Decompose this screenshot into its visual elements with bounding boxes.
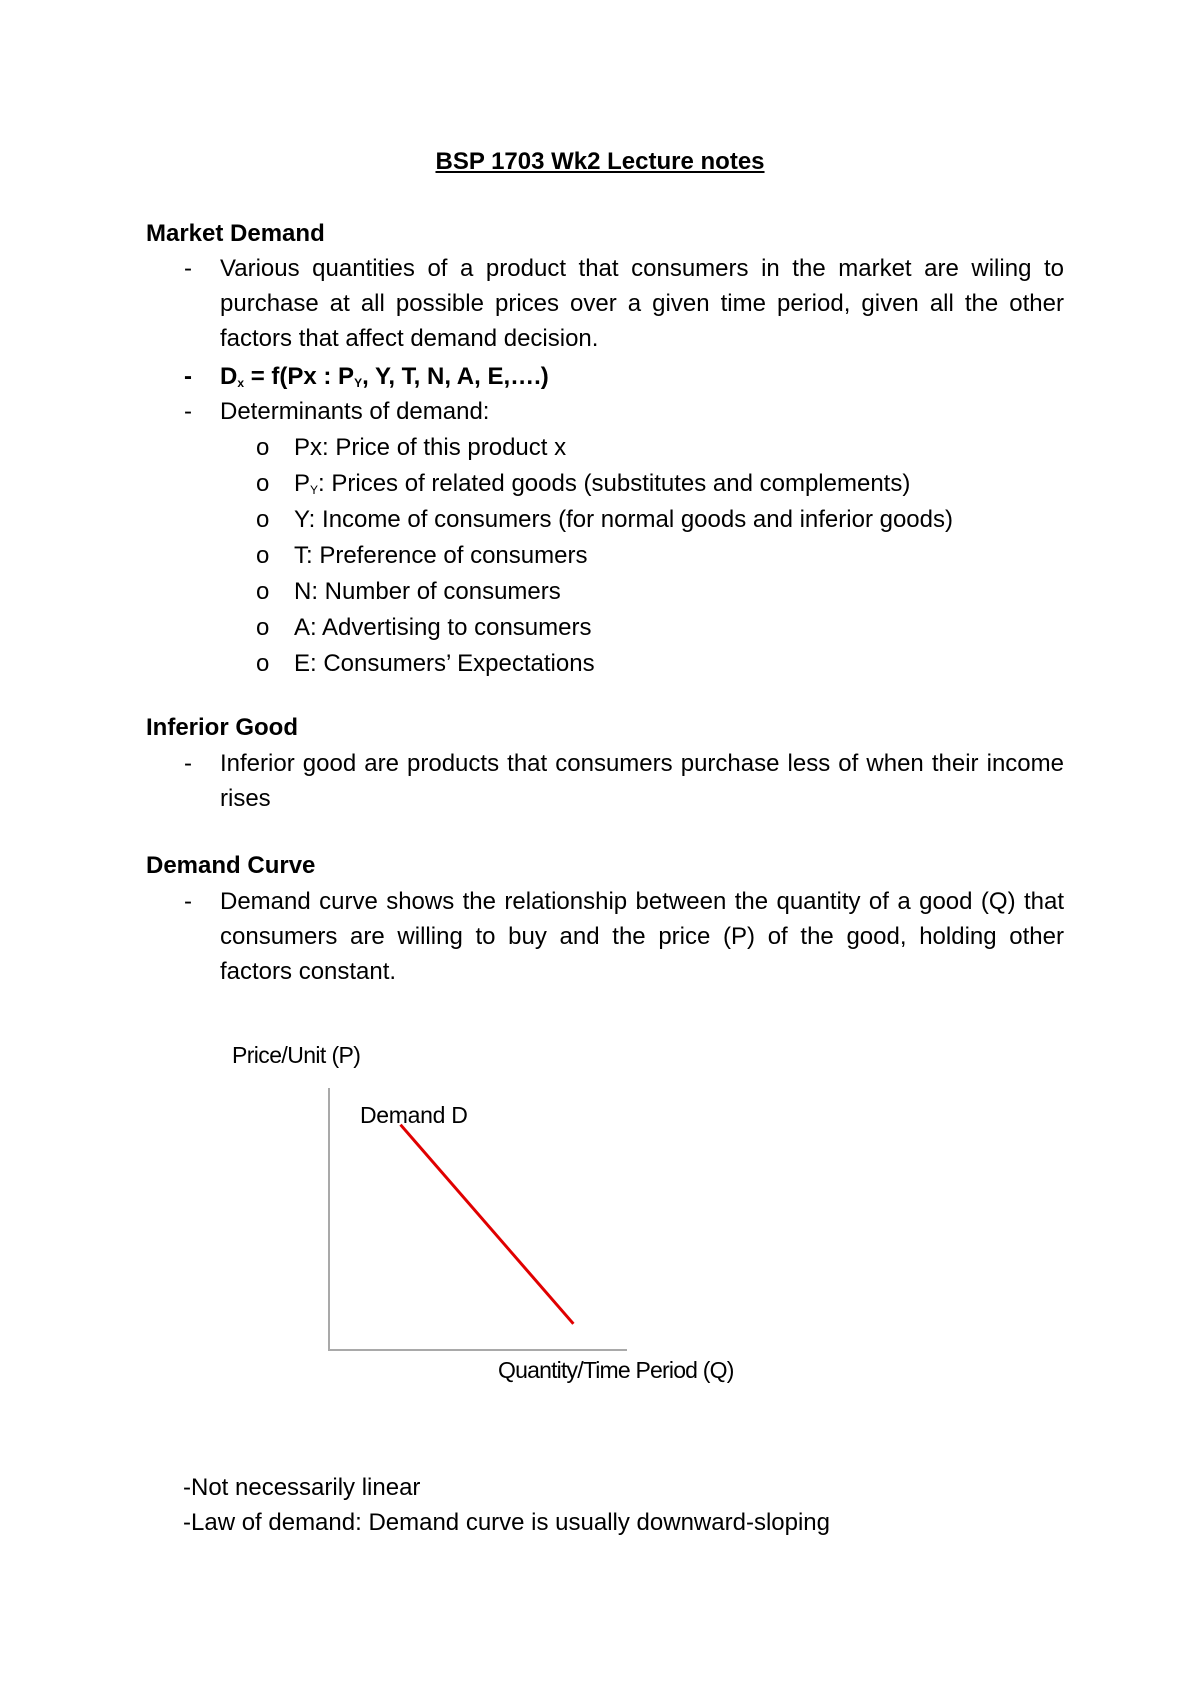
bullet-dash: - xyxy=(184,363,192,390)
bullet-text: Determinants of demand: xyxy=(220,398,490,425)
demand-curve-chart xyxy=(220,1035,760,1400)
heading-market-demand: Market Demand xyxy=(146,220,325,247)
note-not-linear: -Not necessarily linear xyxy=(183,1474,421,1501)
sub-bullet-marker: o xyxy=(256,506,270,533)
bullet-text: Demand curve shows the relationship between the quantity of a good (Q) that consumers are willing to buy and the price (P) of the good, holding other factors constant. xyxy=(220,888,1064,985)
heading-inferior-good: Inferior Good xyxy=(146,714,298,741)
document-page: BSP 1703 Wk2 Lecture notes Market Demand - Various quantities of a product that consumers in the market are wiling to purchase at all possible prices over a given time period, given all the other factors that affect demand decision. - $D_x = f(Px$ : $P_Y$, Y, T, N, A, E,….) - Determinants of demand: o Px: Price of this product x o $P_Y$: Prices of related goods (substitutes and complements) o Y: Income of consumers (for normal goods and inferior goods) o T: Preference of consumers o N: Number of consumers o A: Advertising to consumers o E: Consumers’ Expectations Inferior Good - Inferior good are products that consumers purchase less of when their income rises Demand Curve - Demand curve shows the relationship between the quantity of a good (Q) that consumers are willing to buy and the price (P) of the good, holding other factors constant. Price/Unit (P) Demand D Quantity/Time Period (Q) -Not necessarily linear -Law of demand: Demand curve is usually downward-sloping xyxy=(0,0,1200,1698)
bullet-dash: - xyxy=(184,398,192,425)
sub-bullet-marker: o xyxy=(256,470,270,497)
bullet-determinants xyxy=(146,394,1064,429)
bullet-inferior-good-definition xyxy=(146,746,1064,816)
bullet-text: Inferior good are products that consumers purchase less of when their income rises xyxy=(220,750,1064,812)
y-axis-label: Price/Unit (P) xyxy=(232,1042,361,1068)
sub-bullet-marker: o xyxy=(256,614,270,641)
x-axis-label: Quantity/Time Period (Q) xyxy=(498,1357,734,1383)
sub-bullet-marker: o xyxy=(256,542,270,569)
note-law-of-demand: -Law of demand: Demand curve is usually downward-sloping xyxy=(183,1509,830,1536)
bullet-demand-curve-definition xyxy=(146,884,1064,989)
demand-curve-line-0 xyxy=(401,1125,574,1324)
bullet-dash: - xyxy=(184,255,192,282)
demand-function-formula: $D_x = f(Px$ : $P_Y$, Y, T, N, A, E,….) xyxy=(220,363,549,390)
document-title: BSP 1703 Wk2 Lecture notes xyxy=(435,148,765,175)
sub-bullet-marker: o xyxy=(256,650,270,677)
bullet-dash: - xyxy=(184,888,192,915)
heading-demand-curve: Demand Curve xyxy=(146,852,316,879)
sub-bullet-marker: o xyxy=(256,434,270,461)
bullet-market-demand-definition xyxy=(146,251,1064,356)
bullet-text: Various quantities of a product that consumers in the market are wiling to purchase at all possible prices over a given time period, given all the other factors that affect demand decision. xyxy=(220,255,1064,352)
series-label-demand: Demand D xyxy=(360,1102,468,1128)
sub-bullet-marker: o xyxy=(256,578,270,605)
bullet-dash: - xyxy=(184,750,192,777)
